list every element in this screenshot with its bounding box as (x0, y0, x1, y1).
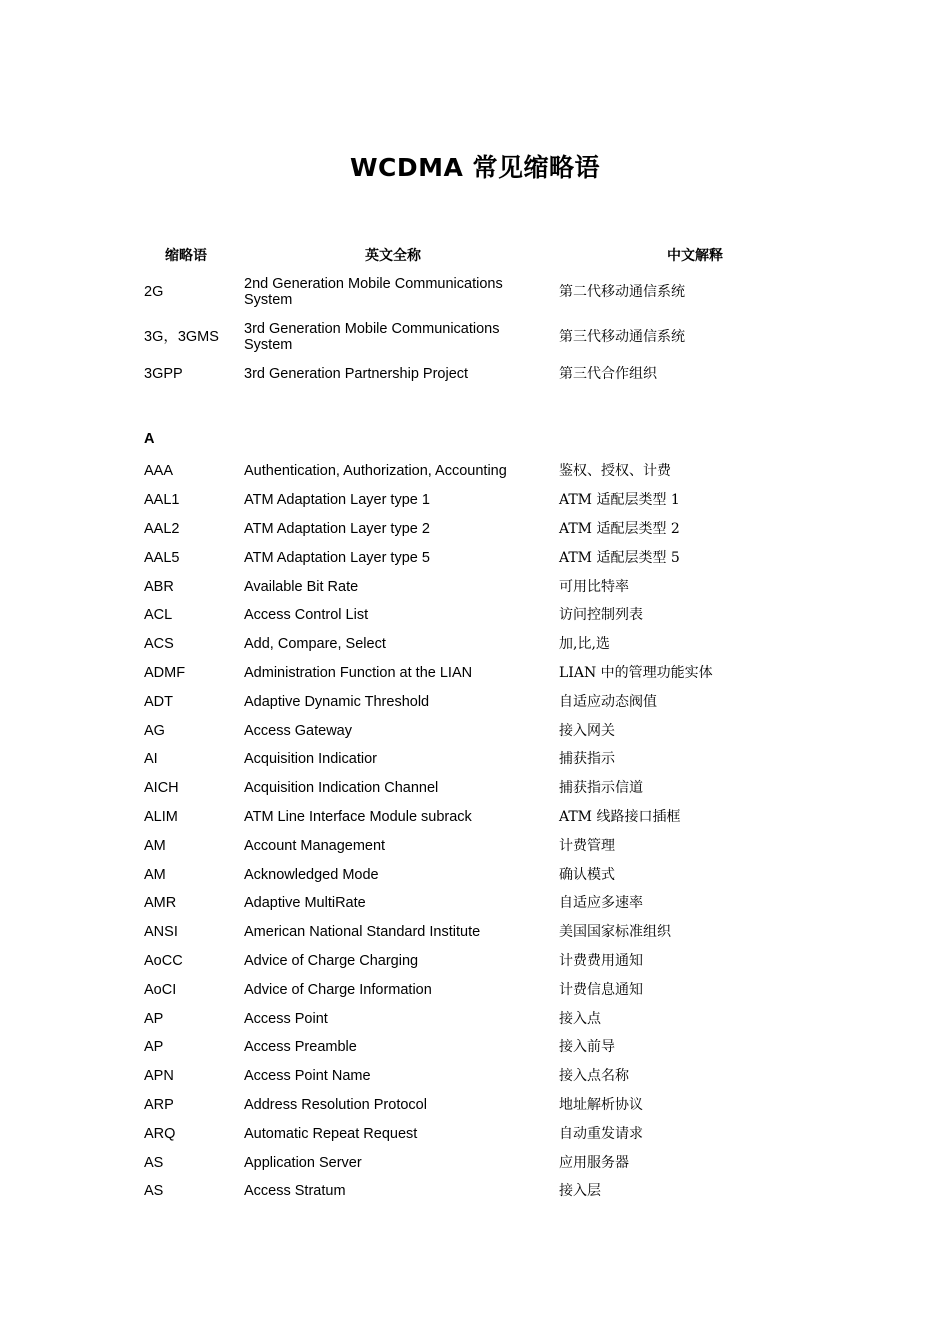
english-cell: Authentication, Authorization, Accounting (244, 463, 507, 479)
chinese-cell: 鉴权、授权、计费 (559, 463, 671, 479)
section-letter-a: A (144, 431, 155, 447)
chinese-cell: 美国国家标准组织 (559, 924, 671, 940)
chinese-cell: 自适应动态阀值 (559, 694, 657, 710)
abbr-cell: ARP (144, 1097, 174, 1113)
chinese-cell: 可用比特率 (559, 579, 629, 595)
english-cell: Acquisition Indicatior (244, 751, 377, 767)
table-row (0, 692, 950, 712)
table-row (0, 721, 950, 741)
english-cell: Advice of Charge Information (244, 982, 432, 998)
table-row (0, 490, 950, 510)
chinese-cell: 加,比,选 (559, 636, 610, 652)
table-row (0, 807, 950, 827)
table-row (0, 1124, 950, 1144)
chinese-cell: 自适应多速率 (559, 895, 643, 911)
english-cell: Automatic Repeat Request (244, 1126, 418, 1142)
chinese-cell: 接入点 (559, 1011, 601, 1027)
table-row (0, 1066, 950, 1086)
header-abbreviation: 缩略语 (165, 248, 207, 264)
abbr-cell: AP (144, 1011, 164, 1027)
chinese-cell: 第三代合作组织 (559, 366, 657, 382)
table-row (0, 1037, 950, 1057)
abbr-cell: AI (144, 751, 158, 767)
english-cell: Access Control List (244, 607, 369, 623)
abbr-cell: ALIM (144, 809, 178, 825)
chinese-cell: ATM 适配层类型 5 (559, 550, 680, 566)
english-cell: Access Preamble (244, 1039, 357, 1055)
english-cell: 3rd Generation Mobile Communications System (244, 321, 500, 353)
table-row (0, 663, 950, 683)
header-chinese-explanation: 中文解释 (667, 248, 723, 264)
abbr-cell: AMR (144, 895, 177, 911)
english-cell: Account Management (244, 838, 386, 854)
abbr-cell: ADMF (144, 665, 186, 681)
column-headers (0, 246, 950, 266)
abbr-cell: AAL5 (144, 550, 180, 566)
table-row (0, 893, 950, 913)
abbr-cell: APN (144, 1068, 174, 1084)
chinese-cell: 计费管理 (559, 838, 615, 854)
abbr-cell: AG (144, 723, 165, 739)
english-cell: Acquisition Indication Channel (244, 780, 439, 796)
english-cell: ATM Line Interface Module subrack (244, 809, 472, 825)
chinese-cell: 自动重发请求 (559, 1126, 643, 1142)
english-cell: ATM Adaptation Layer type 2 (244, 521, 430, 537)
english-cell: Acknowledged Mode (244, 867, 379, 883)
abbr-cell: AAL1 (144, 492, 180, 508)
table-row (0, 778, 950, 798)
chinese-cell: 计费费用通知 (559, 953, 643, 969)
chinese-cell: 计费信息通知 (559, 982, 643, 998)
table-row (0, 951, 950, 971)
chinese-cell: 地址解析协议 (559, 1097, 643, 1113)
chinese-cell: 访问控制列表 (559, 607, 643, 623)
table-row (0, 1153, 950, 1173)
table-row (0, 605, 950, 625)
header-english-full-name: 英文全称 (365, 248, 421, 264)
abbr-cell: ARQ (144, 1126, 176, 1142)
chinese-cell: 接入点名称 (559, 1068, 629, 1084)
chinese-cell: 接入网关 (559, 723, 615, 739)
abbr-cell: ABR (144, 579, 174, 595)
abbr-cell: AoCI (144, 982, 177, 998)
page-title: WCDMA 常见缩略语 (349, 153, 601, 182)
abbr-cell: AAA (144, 463, 174, 479)
english-cell: Access Stratum (244, 1183, 346, 1199)
abbr-cell: AoCC (144, 953, 183, 969)
table-row (0, 577, 950, 597)
chinese-cell: ATM 适配层类型 2 (559, 521, 680, 537)
english-cell: Application Server (244, 1155, 362, 1171)
english-cell: Access Point (244, 1011, 328, 1027)
table-row (0, 980, 950, 1000)
english-cell: 2nd Generation Mobile Communications System (244, 276, 503, 308)
abbr-cell: ANSI (144, 924, 178, 940)
english-cell: ATM Adaptation Layer type 5 (244, 550, 430, 566)
chinese-cell: 确认模式 (559, 867, 615, 883)
abbr-cell: 3G，3GMS (144, 329, 219, 345)
table-row (0, 1095, 950, 1115)
table-row (0, 461, 950, 481)
english-cell: Address Resolution Protocol (244, 1097, 427, 1113)
abbr-cell: ACL (144, 607, 173, 623)
abbr-cell: ADT (144, 694, 173, 710)
table-row (0, 865, 950, 885)
chinese-cell: 第二代移动通信系统 (559, 284, 685, 300)
abbr-cell: AAL2 (144, 521, 180, 537)
english-cell: 3rd Generation Partnership Project (244, 366, 469, 382)
chinese-cell: 应用服务器 (559, 1155, 629, 1171)
english-cell: Add, Compare, Select (244, 636, 386, 652)
table-row (0, 548, 950, 568)
chinese-cell: 捕获指示信道 (559, 780, 643, 796)
abbr-cell: AP (144, 1039, 164, 1055)
english-cell: Access Point Name (244, 1068, 371, 1084)
english-cell: Access Gateway (244, 723, 352, 739)
abbr-cell: AS (144, 1155, 164, 1171)
english-cell: Adaptive Dynamic Threshold (244, 694, 430, 710)
table-row (0, 320, 950, 354)
abbr-cell: AM (144, 867, 166, 883)
table-row (0, 275, 950, 309)
abbr-cell: 3GPP (144, 366, 183, 382)
english-cell: Adaptive MultiRate (244, 895, 366, 911)
abbr-cell: AICH (144, 780, 179, 796)
chinese-cell: 捕获指示 (559, 751, 615, 767)
abbr-cell: AM (144, 838, 166, 854)
table-row (0, 634, 950, 654)
chinese-cell: ATM 适配层类型 1 (559, 492, 680, 508)
table-row (0, 836, 950, 856)
table-row (0, 749, 950, 769)
table-row (0, 364, 950, 384)
table-row (0, 1181, 950, 1201)
abbr-cell: 2G (144, 284, 164, 300)
table-row (0, 1009, 950, 1029)
chinese-cell: 第三代移动通信系统 (559, 329, 685, 345)
table-row (0, 519, 950, 539)
table-row (0, 922, 950, 942)
english-cell: American National Standard Institute (244, 924, 481, 940)
chinese-cell: 接入前导 (559, 1039, 615, 1055)
chinese-cell: ATM 线路接口插框 (559, 809, 681, 825)
abbr-cell: AS (144, 1183, 164, 1199)
chinese-cell: LIAN 中的管理功能实体 (559, 665, 713, 681)
english-cell: Available Bit Rate (244, 579, 359, 595)
english-cell: Advice of Charge Charging (244, 953, 419, 969)
abbr-cell: ACS (144, 636, 174, 652)
english-cell: ATM Adaptation Layer type 1 (244, 492, 430, 508)
english-cell: Administration Function at the LIAN (244, 665, 473, 681)
chinese-cell: 接入层 (559, 1183, 601, 1199)
